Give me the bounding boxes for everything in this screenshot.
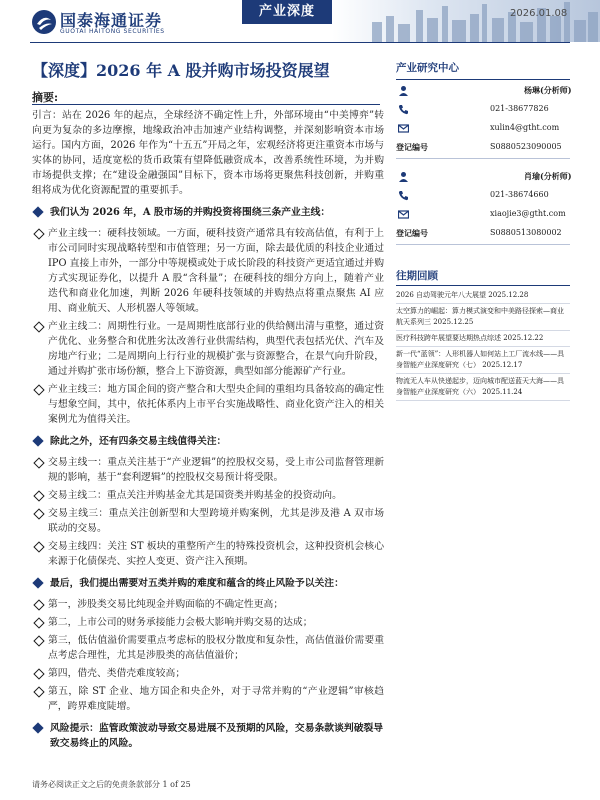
bullet-icon [33,457,44,468]
sidebar-heading: 产业研究中心 [396,62,459,74]
analyst-name-row [396,168,570,187]
phone-icon [398,190,409,201]
past-reports-list [396,288,570,401]
analyst-cert-number: S0880513080002 [490,228,562,237]
past-report-link[interactable]: 太空算力的崛起：算力模式演变和中美路径探索—商业航天系列三 2025.12.25 [396,304,570,331]
bullet-icon [33,490,44,501]
intro-paragraph: 引言：站在 2026 年的起点，全球经济不确定性上升，外部环境由“中美博弈”转向更为复杂的多边摩擦，地缘政治冲击加速产业结构调整，并深刻影响资本市场运行。国内方面，2026 年作为“十五五”开局之年，宏观经济将更注重资本市场与实体的协同，适度宽松的货币政策有望降低融资成本，改善系统性环境，为并购市场提供支撑；在“建设金融强国”目标下，资本市场将更聚焦科技创新，并购重组将成为优化资源配置的重要抓手。 [32,110,384,196]
analyst-name-row [396,82,570,101]
list-item: 第三，低估值溢价需要重点考虑标的股权分散度和复杂性，高估值溢价需要重点考虑合理性，尤其是涉股类的高估值溢价； [32,633,384,663]
section-heading: 我们认为 2026 年，A 股市场的并购投资将围绕三条产业主线： [50,207,331,218]
list-item: 产业主线三：地方国企间的资产整合和大型央企间的重组均具备较高的确定性与想象空间，其中，依托体系内上市平台实施战略性、商业化资产注入的相关案例尤为值得关注。 [32,382,384,427]
past-reports-divider [396,285,570,286]
cert-label: 登记编号 [396,228,428,238]
section-heading: 最后，我们提出需要对五类并购的难度和蕴含的终止风险予以关注： [50,578,344,589]
bullet-icon [33,668,44,679]
list-item: 交易主线一：重点关注基于“产业逻辑”的控股权交易，受上市公司监督管理新规的影响，基于“套利逻辑”的控股权交易预计将受限。 [32,455,384,485]
analyst-divider [396,244,570,245]
diamond-bullet-icon [32,206,43,217]
section-heading: 除此之外，还有四条交易主线值得关注： [50,436,227,447]
section-risk-warning [32,721,384,751]
report-title: 【深度】2026 年 A 股并购市场投资展望 [32,61,330,80]
abstract-body [32,108,384,757]
page-header [0,0,600,42]
abstract-label: 摘要: [32,91,59,104]
analyst-divider [396,158,570,159]
list-item: 交易主线四：关注 ST 板块的重整所产生的特殊投资机会，这种投资机会核心来源于化债保壳、实控人变更、资产注入预期。 [32,539,384,569]
sidebar-divider [396,79,570,80]
bullet-icon [33,635,44,646]
past-report-link[interactable]: 物流无人车从快递起步，迈向城市配送蓝天大海——具身智能产业深度研究（六） 2025.11.24 [396,374,570,401]
analyst-phone-row [396,187,570,206]
list-item: 第五，除 ST 企业、地方国企和央企外，对于寻常并购的“产业逻辑”审核趋严，跨界难度陡增。 [32,684,384,714]
analyst-email-row [396,206,570,225]
list-item: 第一，涉股类交易比纯现金并购面临的不确定性更高； [32,597,384,612]
list-item: 交易主线二：重点关注并购基金尤其是国资类并购基金的投资动向。 [32,488,384,503]
analyst-phone: 021-38677826 [490,104,549,113]
list-item: 第四，借壳、类借壳难度较高； [32,666,384,681]
bullet-icon [33,384,44,395]
analyst-phone-row [396,101,570,120]
city-skyline-image [332,0,600,42]
past-reports-heading: 往期回顾 [396,270,438,282]
email-icon [398,123,409,134]
risk-warning-text: 风险提示：监管政策波动导致交易进展不及预期的风险，交易条款谈判破裂导致交易终止的风险。 [50,723,384,749]
email-icon [398,209,409,220]
analyst-phone: 021-38674660 [490,190,549,199]
analyst-card [396,82,570,159]
analyst-name: 杨琳(分析师) [524,85,572,95]
analyst-email[interactable]: xiaojie3@gtht.com [490,209,566,218]
analyst-email-row [396,120,570,139]
past-report-link[interactable]: 新一代“蓝领”：人形机器人如何站上工厂流水线——具身智能产业深度研究（七） 2025.12.17 [396,347,570,374]
cert-label: 登记编号 [396,142,428,152]
bullet-icon [33,228,44,239]
diamond-bullet-icon [32,435,43,446]
company-name: 国泰海通证券 [60,11,163,30]
diamond-bullet-icon [32,722,43,733]
list-item: 交易主线三：重点关注创新型和大型跨境并购案例，尤其是涉及港 A 双市场联动的交易。 [32,506,384,536]
section-trade-lines [32,434,384,449]
company-name-en: GUOTAI HAITONG SECURITIES [60,28,165,35]
section-industry-lines [32,205,384,220]
page-footer: 请务必阅读正文之后的免责条款部分 1 of 25 [32,780,191,789]
report-type-banner: 产业深度 [242,0,332,24]
list-item: 产业主线一：硬科技领域。一方面，硬科技资产通常具有较高估值，有利于上市公司同时实现战略转型和市值管理；另一方面，除去最优质的科技企业通过 IPO 直接上市外，一部分中等规模或处于成长阶段的科技资产更适宜通过并购方式实现证券化，以提升 A 股“含科量”；在硬科技的细分方向上，随着产业迭代和商业化加速，判断 2026 年硬科技领域的并购热点将重点聚焦 AI 应用、商业航天、人形机器人等领域。 [32,226,384,316]
bullet-icon [33,508,44,519]
analyst-cert-row [396,139,570,158]
list-item: 产业主线二：周期性行业。一是周期性底部行业的供给侧出清与重整，通过资产优化、业务整合和优胜劣汰改善行业供需结构，典型代表包括光伏、汽车及房地产行业；二是周期向上行行业的规模扩张与资源整合，在景气向升阶段，通过并购扩张市场份额，整合上下游资源，典型如部分能源矿产行业。 [32,319,384,379]
bullet-icon [33,321,44,332]
company-logo-icon [31,9,57,35]
abstract-divider [32,104,380,105]
header-divider [30,42,570,43]
bullet-icon [33,617,44,628]
analyst-cert-number: S0880523090005 [490,142,562,151]
past-report-link[interactable]: 2026 自动驾驶元年八大展望 2025.12.28 [396,288,570,304]
analyst-email[interactable]: xulin4@gtht.com [490,123,560,132]
report-date: 2026.01.08 [510,8,568,19]
section-risks [32,576,384,591]
person-icon [398,85,409,96]
bullet-icon [33,599,44,610]
person-icon [398,171,409,182]
bullet-icon [33,541,44,552]
bullet-icon [33,686,44,697]
list-item: 第二，上市公司的财务承接能力会极大影响并购交易的达成； [32,615,384,630]
diamond-bullet-icon [32,577,43,588]
analyst-card [396,168,570,245]
past-report-link[interactable]: 医疗科技跨年展望要达期热点综述 2025.12.22 [396,331,570,347]
phone-icon [398,104,409,115]
analyst-cert-row [396,225,570,244]
analyst-name: 肖瑜(分析师) [524,171,572,181]
